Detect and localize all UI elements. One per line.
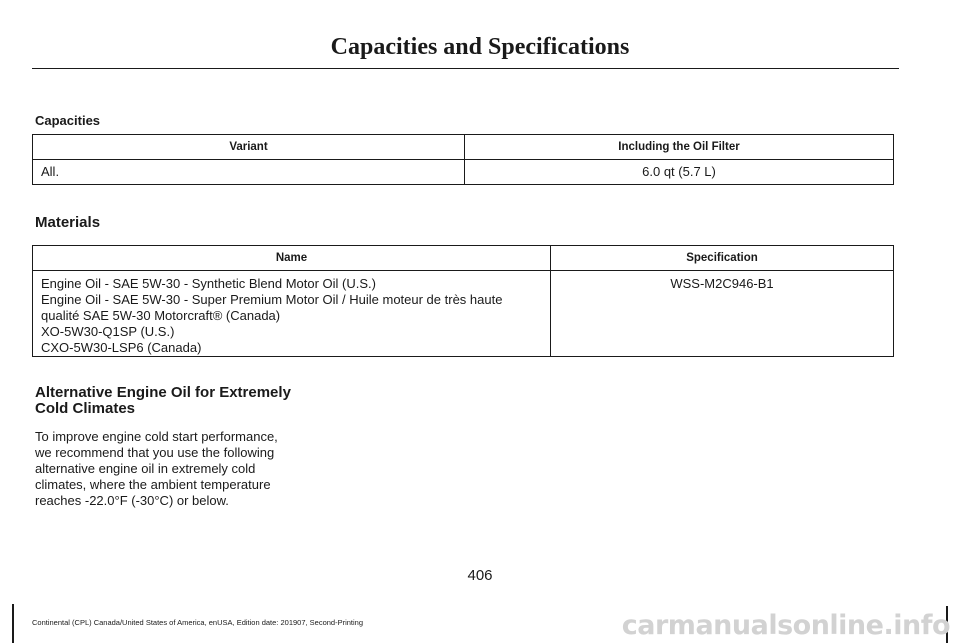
material-name-line: Engine Oil - SAE 5W-30 - Synthetic Blend Motor Oil (U.S.): [41, 276, 376, 291]
table-row: [33, 160, 894, 185]
materials-table: [32, 245, 894, 357]
table-header-row: [33, 135, 894, 160]
heading-line: Cold Climates: [35, 400, 136, 417]
paragraph-line: climates, where the ambient temperature: [35, 477, 271, 492]
capacities-table: [32, 134, 894, 185]
variant-cell: All.: [33, 160, 465, 185]
material-name-line: qualité SAE 5W-30 Motorcraft® (Canada): [41, 308, 281, 323]
crop-mark-left: [12, 604, 14, 643]
page-title: Capacities and Specifications: [330, 34, 630, 60]
material-specification-cell: WSS-M2C946-B1: [551, 271, 894, 357]
column-header-name: Name: [33, 246, 551, 271]
materials-heading: Materials: [35, 214, 101, 231]
column-header-including-oil-filter: Including the Oil Filter: [465, 135, 894, 160]
capacity-value-cell: 6.0 qt (5.7 L): [465, 160, 894, 185]
capacities-heading: Capacities: [35, 113, 101, 128]
column-header-variant: Variant: [33, 135, 465, 160]
paragraph-line: alternative engine oil in extremely cold: [35, 461, 256, 476]
table-header-row: [33, 246, 894, 271]
watermark: carmanualsonline.info: [621, 610, 950, 641]
heading-line: Alternative Engine Oil for Extremely: [35, 384, 291, 401]
paragraph-line: To improve engine cold start performance,: [35, 429, 278, 444]
alternative-oil-heading: [35, 385, 335, 417]
column-header-specification: Specification: [551, 246, 894, 271]
paragraph-line: we recommend that you use the following: [35, 445, 275, 460]
table-row: [33, 271, 894, 357]
material-name-line: CXO-5W30-LSP6 (Canada): [41, 340, 202, 355]
paragraph-line: reaches -22.0°F (-30°C) or below.: [35, 493, 229, 508]
edition-footer: Continental (CPL) Canada/United States of America, enUSA, Edition date: 201907, Second-Printing: [32, 618, 364, 627]
material-name-cell: [33, 271, 551, 357]
alternative-oil-paragraph: [35, 429, 310, 509]
title-divider: [32, 68, 899, 69]
page-number: 406: [467, 567, 493, 584]
material-name-line: XO-5W30-Q1SP (U.S.): [41, 324, 175, 339]
material-name-line: Engine Oil - SAE 5W-30 - Super Premium Motor Oil / Huile moteur de très haute: [41, 292, 503, 307]
